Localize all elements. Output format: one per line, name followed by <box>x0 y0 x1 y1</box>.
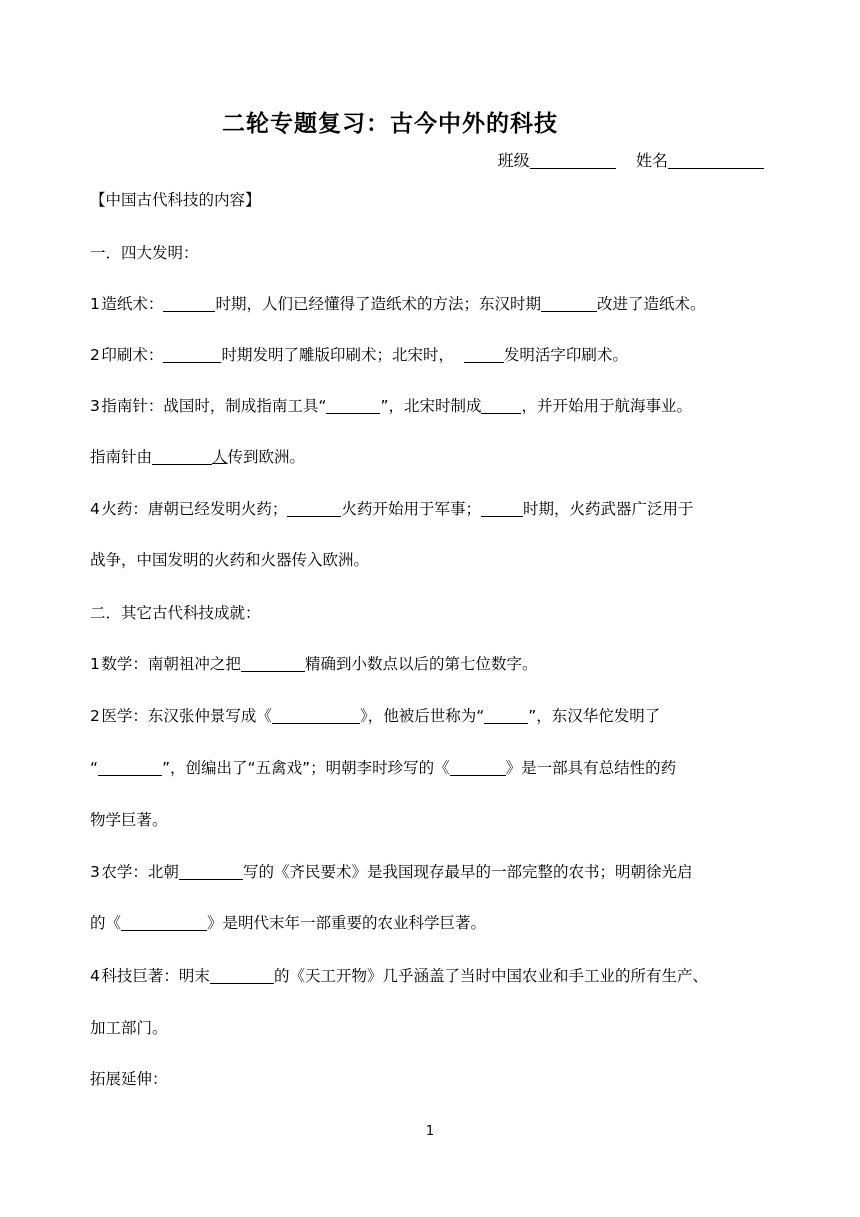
item-text: 》是一部具有总结性的药 <box>505 759 677 777</box>
fill-blank[interactable] <box>241 655 305 672</box>
item-text: 传到欧洲。 <box>227 448 306 466</box>
class-blank[interactable] <box>530 152 616 169</box>
fill-blank[interactable] <box>272 707 360 724</box>
part2-item3-line2 <box>90 913 486 933</box>
item-text: 时期，火药武器广泛用于 <box>522 500 694 518</box>
item-text: “ <box>90 759 99 777</box>
item-text: 医学：东汉张仲景写成《 <box>101 707 272 725</box>
item-text: 时期，人们已经懂得了造纸术的方法；东汉时期 <box>215 295 541 313</box>
class-name-line <box>498 148 764 171</box>
part1-item1 <box>90 294 705 314</box>
item-number: 4 <box>90 967 100 985</box>
part2-item2-line2 <box>90 758 676 778</box>
item-text: 的《天工开物》几乎涵盖了当时中国农业和手工业的所有生产、 <box>273 967 708 985</box>
item-text: 指南针由 <box>90 448 153 466</box>
fill-blank[interactable] <box>464 346 504 363</box>
fill-blank[interactable] <box>326 397 380 414</box>
item-text: 》，他被后世称为“ <box>359 707 485 725</box>
fill-blank[interactable] <box>450 759 506 776</box>
item-text: 改进了造纸术。 <box>596 295 706 313</box>
fill-blank[interactable] <box>481 397 521 414</box>
page-number: 1 <box>425 1124 435 1139</box>
part1-item4-line2: 战争，中国发明的火药和火器传入欧洲。 <box>90 551 370 569</box>
fill-blank[interactable] <box>210 967 274 984</box>
fill-blank[interactable] <box>484 707 528 724</box>
name-label: 姓名 <box>635 151 668 170</box>
part2-heading: 二．其它古代科技成就： <box>90 604 261 622</box>
item-text: ”，东汉华佗发明了 <box>528 707 661 725</box>
fill-blank[interactable] <box>152 448 212 465</box>
name-blank[interactable] <box>668 152 764 169</box>
part2-item1 <box>90 654 537 674</box>
part2-item2-line3: 物学巨著。 <box>90 811 168 829</box>
class-label: 班级 <box>497 151 530 170</box>
part1-item3-line2 <box>90 447 305 467</box>
fill-blank[interactable] <box>121 914 207 931</box>
item-text: 火药开始用于军事； <box>341 500 481 518</box>
item-text: 精确到小数点以后的第七位数字。 <box>304 655 538 673</box>
item-text: ，并开始用于航海事业。 <box>521 397 692 415</box>
item-number: 3 <box>90 863 100 881</box>
part1-item3 <box>90 396 692 416</box>
item-text: 造纸术： <box>101 295 164 313</box>
item-text: 指南针：战国时，制成指南工具“ <box>101 397 327 415</box>
item-text: ”，北宋时制成 <box>380 397 482 415</box>
extension-heading: 拓展延伸： <box>90 1070 168 1088</box>
part1-item2 <box>90 345 628 365</box>
part2-item3 <box>90 862 692 882</box>
item-number: 4 <box>90 500 100 518</box>
fill-blank[interactable] <box>287 500 341 517</box>
item-text: 印刷术： <box>101 346 164 364</box>
fill-blank[interactable] <box>98 759 162 776</box>
page-title: 二轮专题复习：古今中外的科技 <box>222 111 558 137</box>
part2-item4 <box>90 966 708 986</box>
fill-blank[interactable] <box>481 500 523 517</box>
item-number: 2 <box>90 346 100 364</box>
item-text: 科技巨著：明末 <box>101 967 210 985</box>
item-number: 1 <box>90 295 100 313</box>
item-text: 》是明代末年一部重要的农业科学巨著。 <box>207 914 487 932</box>
item-text: 的《 <box>90 914 122 932</box>
item-text: 时期发明了雕版印刷术；北宋时， <box>221 346 454 364</box>
part2-item2 <box>90 706 660 726</box>
item-number: 2 <box>90 707 100 725</box>
item-number: 3 <box>90 397 100 415</box>
item-number: 1 <box>90 655 100 673</box>
item-text: 发明活字印刷术。 <box>503 346 628 364</box>
part2-item4-line2: 加工部门。 <box>90 1019 168 1037</box>
fill-blank[interactable] <box>163 295 215 312</box>
fill-blank[interactable] <box>163 346 221 363</box>
part1-heading: 一．四大发明： <box>90 244 199 262</box>
item-text: 写的《齐民要术》是我国现存最早的一部完整的农书；明朝徐光启 <box>242 863 693 881</box>
item-text: 数学：南朝祖冲之把 <box>101 655 241 673</box>
item-text: ”，创编出了“五禽戏”；明朝李时珍写的《 <box>162 759 450 777</box>
fill-blank[interactable] <box>179 863 243 880</box>
fill-blank[interactable] <box>541 295 597 312</box>
item-text: 火药：唐朝已经发明火药； <box>101 500 288 518</box>
item-text: 人 <box>212 448 228 466</box>
part1-item4 <box>90 499 693 519</box>
item-text: 农学：北朝 <box>101 863 179 881</box>
section-header: 【中国古代科技的内容】 <box>90 191 261 209</box>
